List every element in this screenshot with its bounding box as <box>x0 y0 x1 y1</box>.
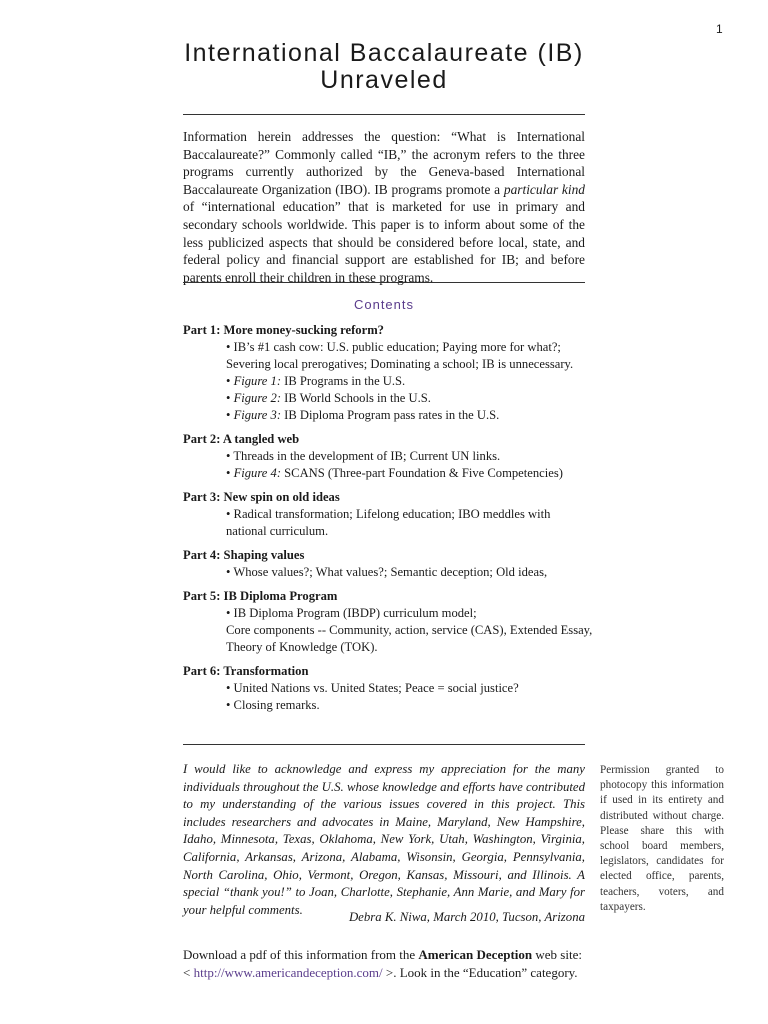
intro-emphasis: particular kind <box>503 181 585 197</box>
figure-label: Figure 1: <box>233 374 282 388</box>
toc-part-6 <box>183 663 593 714</box>
divider-bottom <box>183 744 585 745</box>
toc-figure-line <box>183 373 593 390</box>
toc-figure-line <box>183 390 593 407</box>
toc-part-title: Part 4: Shaping values <box>183 548 305 562</box>
intro-text-b: of “international education” that is marketed for use in primary and secondary schools worldwide. This paper is to inform about some of the less publicized aspects that should be considered before local, state, and federal policy and financial support are established for IB; and before parents enroll their children in these programs. <box>183 199 585 285</box>
page-number: 1 <box>716 22 723 36</box>
document-title <box>183 40 585 94</box>
toc-line: Severing local prerogatives; Dominating a school; IB is unnecessary. <box>226 357 574 371</box>
toc-line: • United Nations vs. United States; Peace = social justice? <box>226 681 519 695</box>
url-open: < <box>183 964 194 980</box>
figure-label: Figure 4: <box>233 466 282 480</box>
toc-figure-line <box>183 465 593 482</box>
toc-part-title: Part 2: A tangled web <box>183 432 300 446</box>
table-of-contents <box>183 322 593 721</box>
website-link[interactable]: http://www.americandeception.com/ <box>193 964 383 980</box>
download-info <box>183 946 603 981</box>
divider-top <box>183 114 585 115</box>
bullet: • <box>226 466 234 480</box>
toc-line: • Threads in the development of IB; Current UN links. <box>226 449 501 463</box>
intro-text-a: Information herein addresses the question: “What is International Baccalaureate?” Commonly called “IB,” the acronym refers to the three programs currently authorized by the Geneva-based International Baccalaureate Organization (IBO). IB programs promote a <box>183 129 585 197</box>
bullet: • <box>226 408 234 422</box>
toc-figure-line <box>183 407 593 424</box>
toc-line: Theory of Knowledge (TOK). <box>226 640 378 654</box>
toc-line: • IB’s #1 cash cow: U.S. public education; Paying more for what?; <box>226 340 561 354</box>
figure-caption: IB World Schools in the U.S. <box>281 391 431 405</box>
intro-paragraph <box>183 128 585 286</box>
toc-part-2 <box>183 431 593 482</box>
toc-part-1 <box>183 322 593 424</box>
download-line-1 <box>183 946 603 964</box>
toc-part-5 <box>183 588 593 656</box>
toc-line: • IB Diploma Program (IBDP) curriculum model; <box>226 606 477 620</box>
toc-part-4 <box>183 547 593 581</box>
bullet: • <box>226 391 234 405</box>
toc-line: • Whose values?; What values?; Semantic deception; Old ideas, <box>226 565 548 579</box>
toc-part-title: Part 5: IB Diploma Program <box>183 589 338 603</box>
toc-line: • Closing remarks. <box>226 698 320 712</box>
title-line-2: Unraveled <box>320 66 448 94</box>
divider-contents <box>183 282 585 283</box>
figure-label: Figure 2: <box>233 391 282 405</box>
url-close: >. Look in the “Education” category. <box>382 964 578 980</box>
toc-line: Core components -- Community, action, service (CAS), Extended Essay, <box>226 623 593 637</box>
figure-caption: SCANS (Three-part Foundation & Five Competencies) <box>281 466 563 480</box>
download-suffix: web site: <box>532 947 582 962</box>
bullet: • <box>226 374 234 388</box>
figure-label: Figure 3: <box>233 408 282 422</box>
toc-line: • Radical transformation; Lifelong education; IBO meddles with <box>226 507 551 521</box>
contents-heading: Contents <box>353 297 415 312</box>
figure-caption: IB Diploma Program pass rates in the U.S. <box>281 408 500 422</box>
toc-part-title: Part 1: More money-sucking reform? <box>183 323 384 337</box>
permission-note: Permission granted to photocopy this information if used in its entirety and distributed without charge. Please share this with school board members, legislators, candidates for elected office, parents, teachers, voters, and taxpayers. <box>600 764 724 913</box>
acknowledgment-paragraph: I would like to acknowledge and express my appreciation for the many individuals throughout the U.S. whose knowledge and efforts have contributed to my understanding of the various issues covered in this project. This includes researchers and advocates in Maine, Maryland, New Hampshire, Idaho, Minnesota, Texas, Oklahoma, New York, Utah, Washington, Virginia, California, Arkansas, Arizona, Alabama, Wisonsin, Georgia, Pennsylvania, North Carolina, Ohio, Vermont, Oregon, Kansas, Missouri, and Illinois. A special “thank you!” to Joan, Charlotte, Stephanie, Ann Marie, and Mary for your helpful comments. <box>183 762 585 917</box>
title-line-1: International Baccalaureate (IB) <box>184 39 584 67</box>
toc-part-title: Part 6: Transformation <box>183 664 309 678</box>
site-name: American Deception <box>418 947 533 962</box>
download-line-2 <box>183 964 603 982</box>
toc-line: national curriculum. <box>226 524 329 538</box>
download-prefix: Download a pdf of this information from the <box>183 947 419 962</box>
signature-line: Debra K. Niwa, March 2010, Tucson, Arizona <box>348 910 585 924</box>
toc-part-3 <box>183 489 593 540</box>
figure-caption: IB Programs in the U.S. <box>281 374 406 388</box>
toc-part-title: Part 3: New spin on old ideas <box>183 490 340 504</box>
